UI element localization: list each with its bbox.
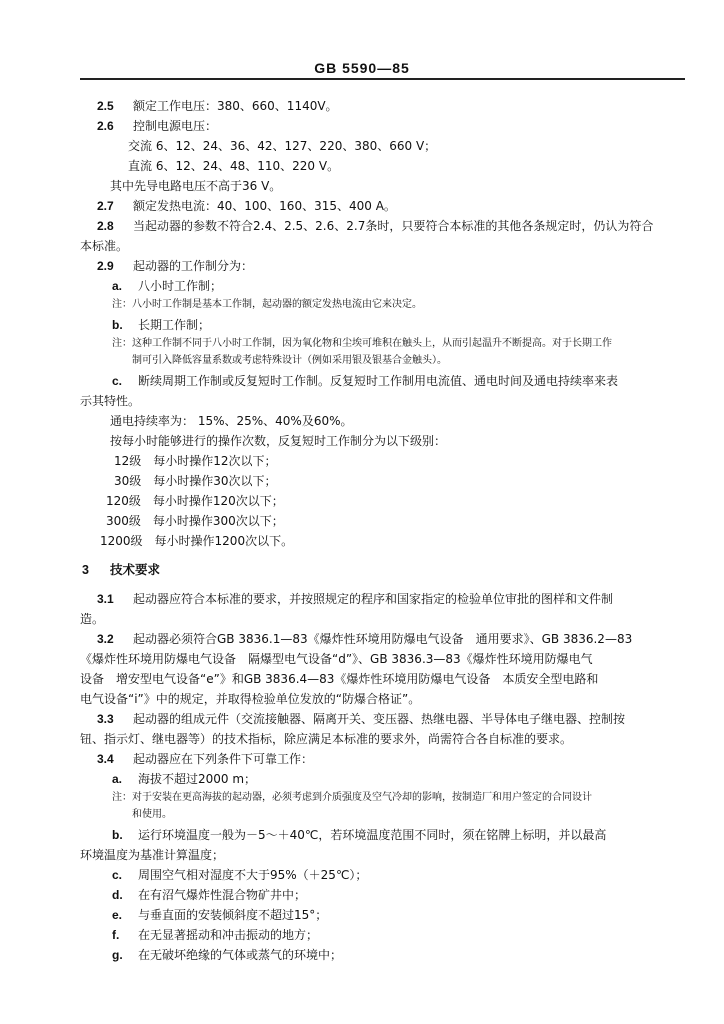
operations-intro-line: 按每小时能够进行的操作次数，反复短时工作制分为以下级别： — [110, 434, 447, 448]
item-c — [112, 868, 367, 882]
header-rule — [80, 78, 685, 80]
clause-text: 起动器应符合本标准的要求，并按照规定的程序和国家指定的检验单位审批的图样和文件制 — [133, 592, 614, 606]
item-text: 海拔不超过2000 m； — [138, 772, 257, 786]
continuation-line: 环境温度为基准计算温度； — [80, 848, 225, 862]
item-text: 周围空气相对湿度不大于95%（＋25℃）； — [138, 868, 368, 882]
item-a — [112, 279, 222, 293]
pilot-voltage-line: 其中先导电路电压不高于36 V。 — [110, 179, 282, 193]
clause-number: 2.7 — [97, 199, 114, 213]
clause-text: 当起动器的参数不符合2.4、2.5、2.6、2.7条时，只要符合本标准的其他各条规定时，仍认为符合 — [133, 219, 654, 233]
item-text: 在有沼气爆炸性混合物矿井中； — [138, 888, 307, 902]
class-line: 300级 每小时操作300次以下； — [106, 514, 284, 528]
continuation-line: 本标准。 — [80, 239, 129, 253]
continuation-line: 电气设备“i”》中的规定，并取得检验单位发放的“防爆合格证”。 — [80, 692, 421, 706]
item-letter: a. — [112, 279, 123, 293]
item-letter: b. — [112, 828, 123, 842]
clause-text: 额定工作电压：380、660、1140V。 — [133, 99, 338, 113]
clause-3-4 — [97, 752, 313, 766]
clause-number: 3.3 — [97, 712, 114, 726]
item-letter: c. — [112, 868, 123, 882]
clause-3-1 — [97, 592, 613, 606]
item-letter: d. — [112, 888, 123, 902]
clause-number: 2.8 — [97, 219, 114, 233]
item-text: 断续周期工作制或反复短时工作制。反复短时工作制用电流值、通电时间及通电持续率来表 — [138, 374, 619, 388]
class-line: 12级 每小时操作12次以下； — [114, 454, 277, 468]
dc-voltage-line: 直流 6、12、24、48、110、220 V。 — [128, 159, 340, 173]
clause-number: 3.1 — [97, 592, 114, 606]
item-letter: g. — [112, 948, 123, 962]
duty-ratio-line: 通电持续率为： 15%、25%、40%及60%。 — [110, 414, 353, 428]
clause-number: 3.4 — [97, 752, 114, 766]
clause-number: 2.5 — [97, 99, 114, 113]
continuation-line: 设备 增安型电气设备“e”》和GB 3836.4—83《爆炸性环境用防爆电气设备 本质安全型电路和 — [80, 672, 599, 686]
clause-text: 起动器的工作制分为： — [133, 259, 254, 273]
item-a — [112, 772, 256, 786]
class-line: 1200级 每小时操作1200次以下。 — [100, 534, 294, 548]
item-text: 与垂直面的安装倾斜度不超过15°； — [138, 908, 328, 922]
item-letter: f. — [112, 928, 120, 942]
clause-2-6 — [97, 119, 217, 133]
item-letter: e. — [112, 908, 123, 922]
clause-3-3 — [97, 712, 625, 726]
clause-number: 2.9 — [97, 259, 114, 273]
item-f — [112, 928, 318, 942]
class-line: 30级 每小时操作30次以下； — [114, 474, 277, 488]
note-continuation: 制可引入降低容量系数或考虑特殊设计（例如采用银及银基合金触头）。 — [132, 355, 447, 366]
item-c — [112, 374, 618, 388]
clause-2-8 — [97, 219, 653, 233]
item-text: 在无破坏绝缘的气体或蒸气的环境中； — [138, 948, 343, 962]
clause-text: 额定发热电流：40、100、160、315、400 A。 — [133, 199, 396, 213]
clause-2-9 — [97, 259, 253, 273]
section-title: 技术要求 — [110, 562, 161, 577]
note-line: 注：这种工作制不同于八小时工作制，因为氧化物和尘埃可堆积在触头上，从而引起温升不断提高。对于长期工作 — [112, 338, 612, 349]
continuation-line: 《爆炸性环境用防爆电气设备 隔爆型电气设备“d”》、GB 3836.3—83《爆炸性环境用防爆电气 — [80, 652, 593, 666]
item-b — [112, 318, 210, 332]
item-text: 长期工作制； — [138, 318, 211, 332]
item-letter: c. — [112, 374, 123, 388]
note-line: 注：八小时工作制是基本工作制，起动器的额定发热电流由它来决定。 — [112, 299, 422, 310]
clause-text: 起动器应在下列条件下可靠工作： — [133, 752, 314, 766]
class-line: 120级 每小时操作120次以下； — [106, 494, 284, 508]
clause-number: 2.6 — [97, 119, 114, 133]
continuation-line: 造。 — [80, 612, 105, 626]
item-text: 八小时工作制； — [138, 279, 223, 293]
ac-voltage-line: 交流 6、12、24、36、42、127、220、380、660 V； — [128, 139, 437, 153]
clause-number: 3.2 — [97, 632, 114, 646]
item-letter: b. — [112, 318, 123, 332]
clause-2-5 — [97, 99, 338, 113]
continuation-line: 钮、指示灯、继电器等）的技术指标，除应满足本标准的要求外，尚需符合各自标准的要求。 — [80, 732, 573, 746]
item-letter: a. — [112, 772, 123, 786]
clause-text: 起动器的组成元件（交流接触器、隔离开关、变压器、热继电器、半导体电子继电器、控制按 — [133, 712, 626, 726]
note-continuation: 和使用。 — [132, 809, 172, 820]
section-3-heading — [82, 563, 160, 577]
item-e — [112, 908, 327, 922]
clause-text: 控制电源电压： — [133, 119, 218, 133]
item-text: 在无显著摇动和冲击振动的地方； — [138, 928, 319, 942]
item-b — [112, 828, 606, 842]
clause-text: 起动器必须符合GB 3836.1—83《爆炸性环境用防爆电气设备 通用要求》、GB 3836.2—83 — [133, 632, 633, 646]
continuation-line: 示其特性。 — [80, 394, 141, 408]
item-g — [112, 948, 342, 962]
item-text: 运行环境温度一般为－5～＋40℃，若环境温度范围不同时，须在铭牌上标明，并以最高 — [138, 828, 607, 842]
item-d — [112, 888, 306, 902]
clause-3-2 — [97, 632, 632, 646]
section-number: 3 — [82, 563, 89, 577]
page-header: GB 5590—85 — [314, 60, 410, 76]
note-line: 注：对于安装在更高海拔的起动器，必须考虑到介质强度及空气冷却的影响，按制造厂和用户签定的合同设计 — [112, 792, 592, 803]
clause-2-7 — [97, 199, 396, 213]
